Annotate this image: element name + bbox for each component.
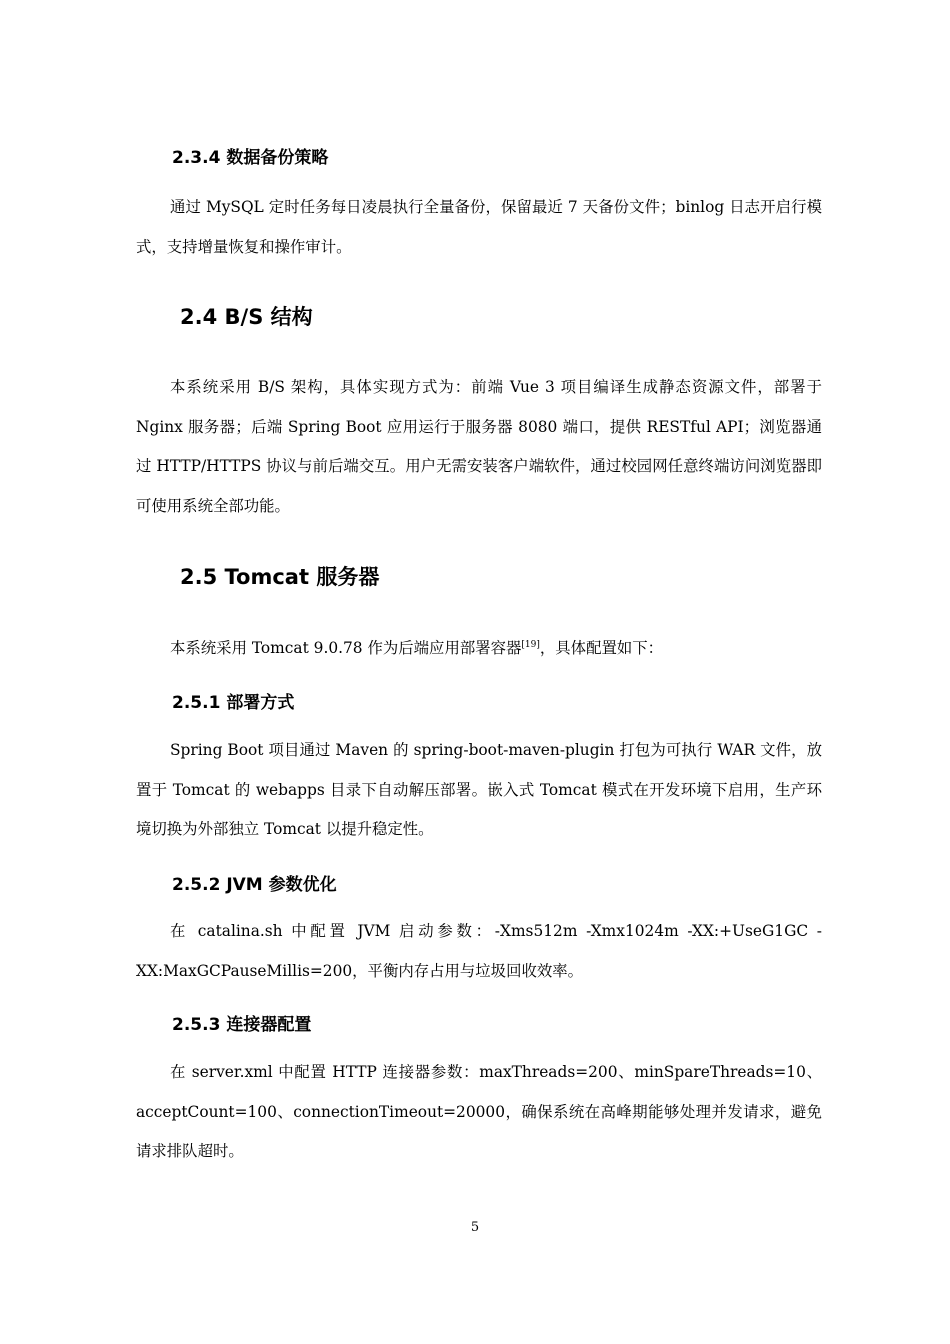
section-heading-2-5-1: 2.5.1 部署方式: [172, 693, 295, 713]
paragraph-deployment: Spring Boot 项目通过 Maven 的 spring-boot-maven-plugin 打包为可执行 WAR 文件，放置于 Tomcat 的 webapps 目录下自动解压部署。嵌入式 Tomcat 模式在开发环境下启用，生产环境切换为外部独立 Tomcat 以提升稳定性。: [136, 741, 822, 838]
paragraph-bs-structure: 本系统采用 B/S 架构，具体实现方式为：前端 Vue 3 项目编译生成静态资源文件，部署于 Nginx 服务器；后端 Spring Boot 应用运行于服务器 8080 端口，提供 RESTful API；浏览器通过 HTTP/HTTPS 协议与前后端交互。用户无需安装客户端软件，通过校园网任意终端访问浏览器即可使用系统全部功能。: [136, 378, 822, 515]
paragraph-tomcat-intro: [136, 629, 822, 669]
page-number: 5: [470, 1220, 480, 1235]
tomcat-intro-tail: ，具体配置如下：: [539, 639, 664, 657]
tomcat-intro-text: 本系统采用 Tomcat 9.0.78 作为后端应用部署容器: [170, 639, 522, 657]
section-heading-2-5: 2.5 Tomcat 服务器: [180, 565, 380, 589]
section-heading-2-5-2: 2.5.2 JVM 参数优化: [172, 875, 337, 895]
citation-ref: [19]: [521, 639, 540, 650]
section-heading-2-4: 2.4 B/S 结构: [180, 305, 313, 329]
section-heading-2-5-3: 2.5.3 连接器配置: [172, 1015, 312, 1035]
paragraph-backup-strategy: 通过 MySQL 定时任务每日凌晨执行全量备份，保留最近 7 天备份文件；binlog 日志开启行模式，支持增量恢复和操作审计。: [136, 198, 822, 256]
section-heading-2-3-4: 2.3.4 数据备份策略: [172, 148, 329, 168]
paragraph-jvm: 在 catalina.sh 中配置 JVM 启动参数：-Xms512m -Xmx1024m -XX:+UseG1GC -XX:MaxGCPauseMillis=200，平衡内存占用与垃圾回收效率。: [136, 922, 822, 980]
paragraph-connector: 在 server.xml 中配置 HTTP 连接器参数：maxThreads=200、minSpareThreads=10、acceptCount=100、connectionTimeout=20000，确保系统在高峰期能够处理并发请求，避免请求排队超时。: [136, 1063, 822, 1160]
